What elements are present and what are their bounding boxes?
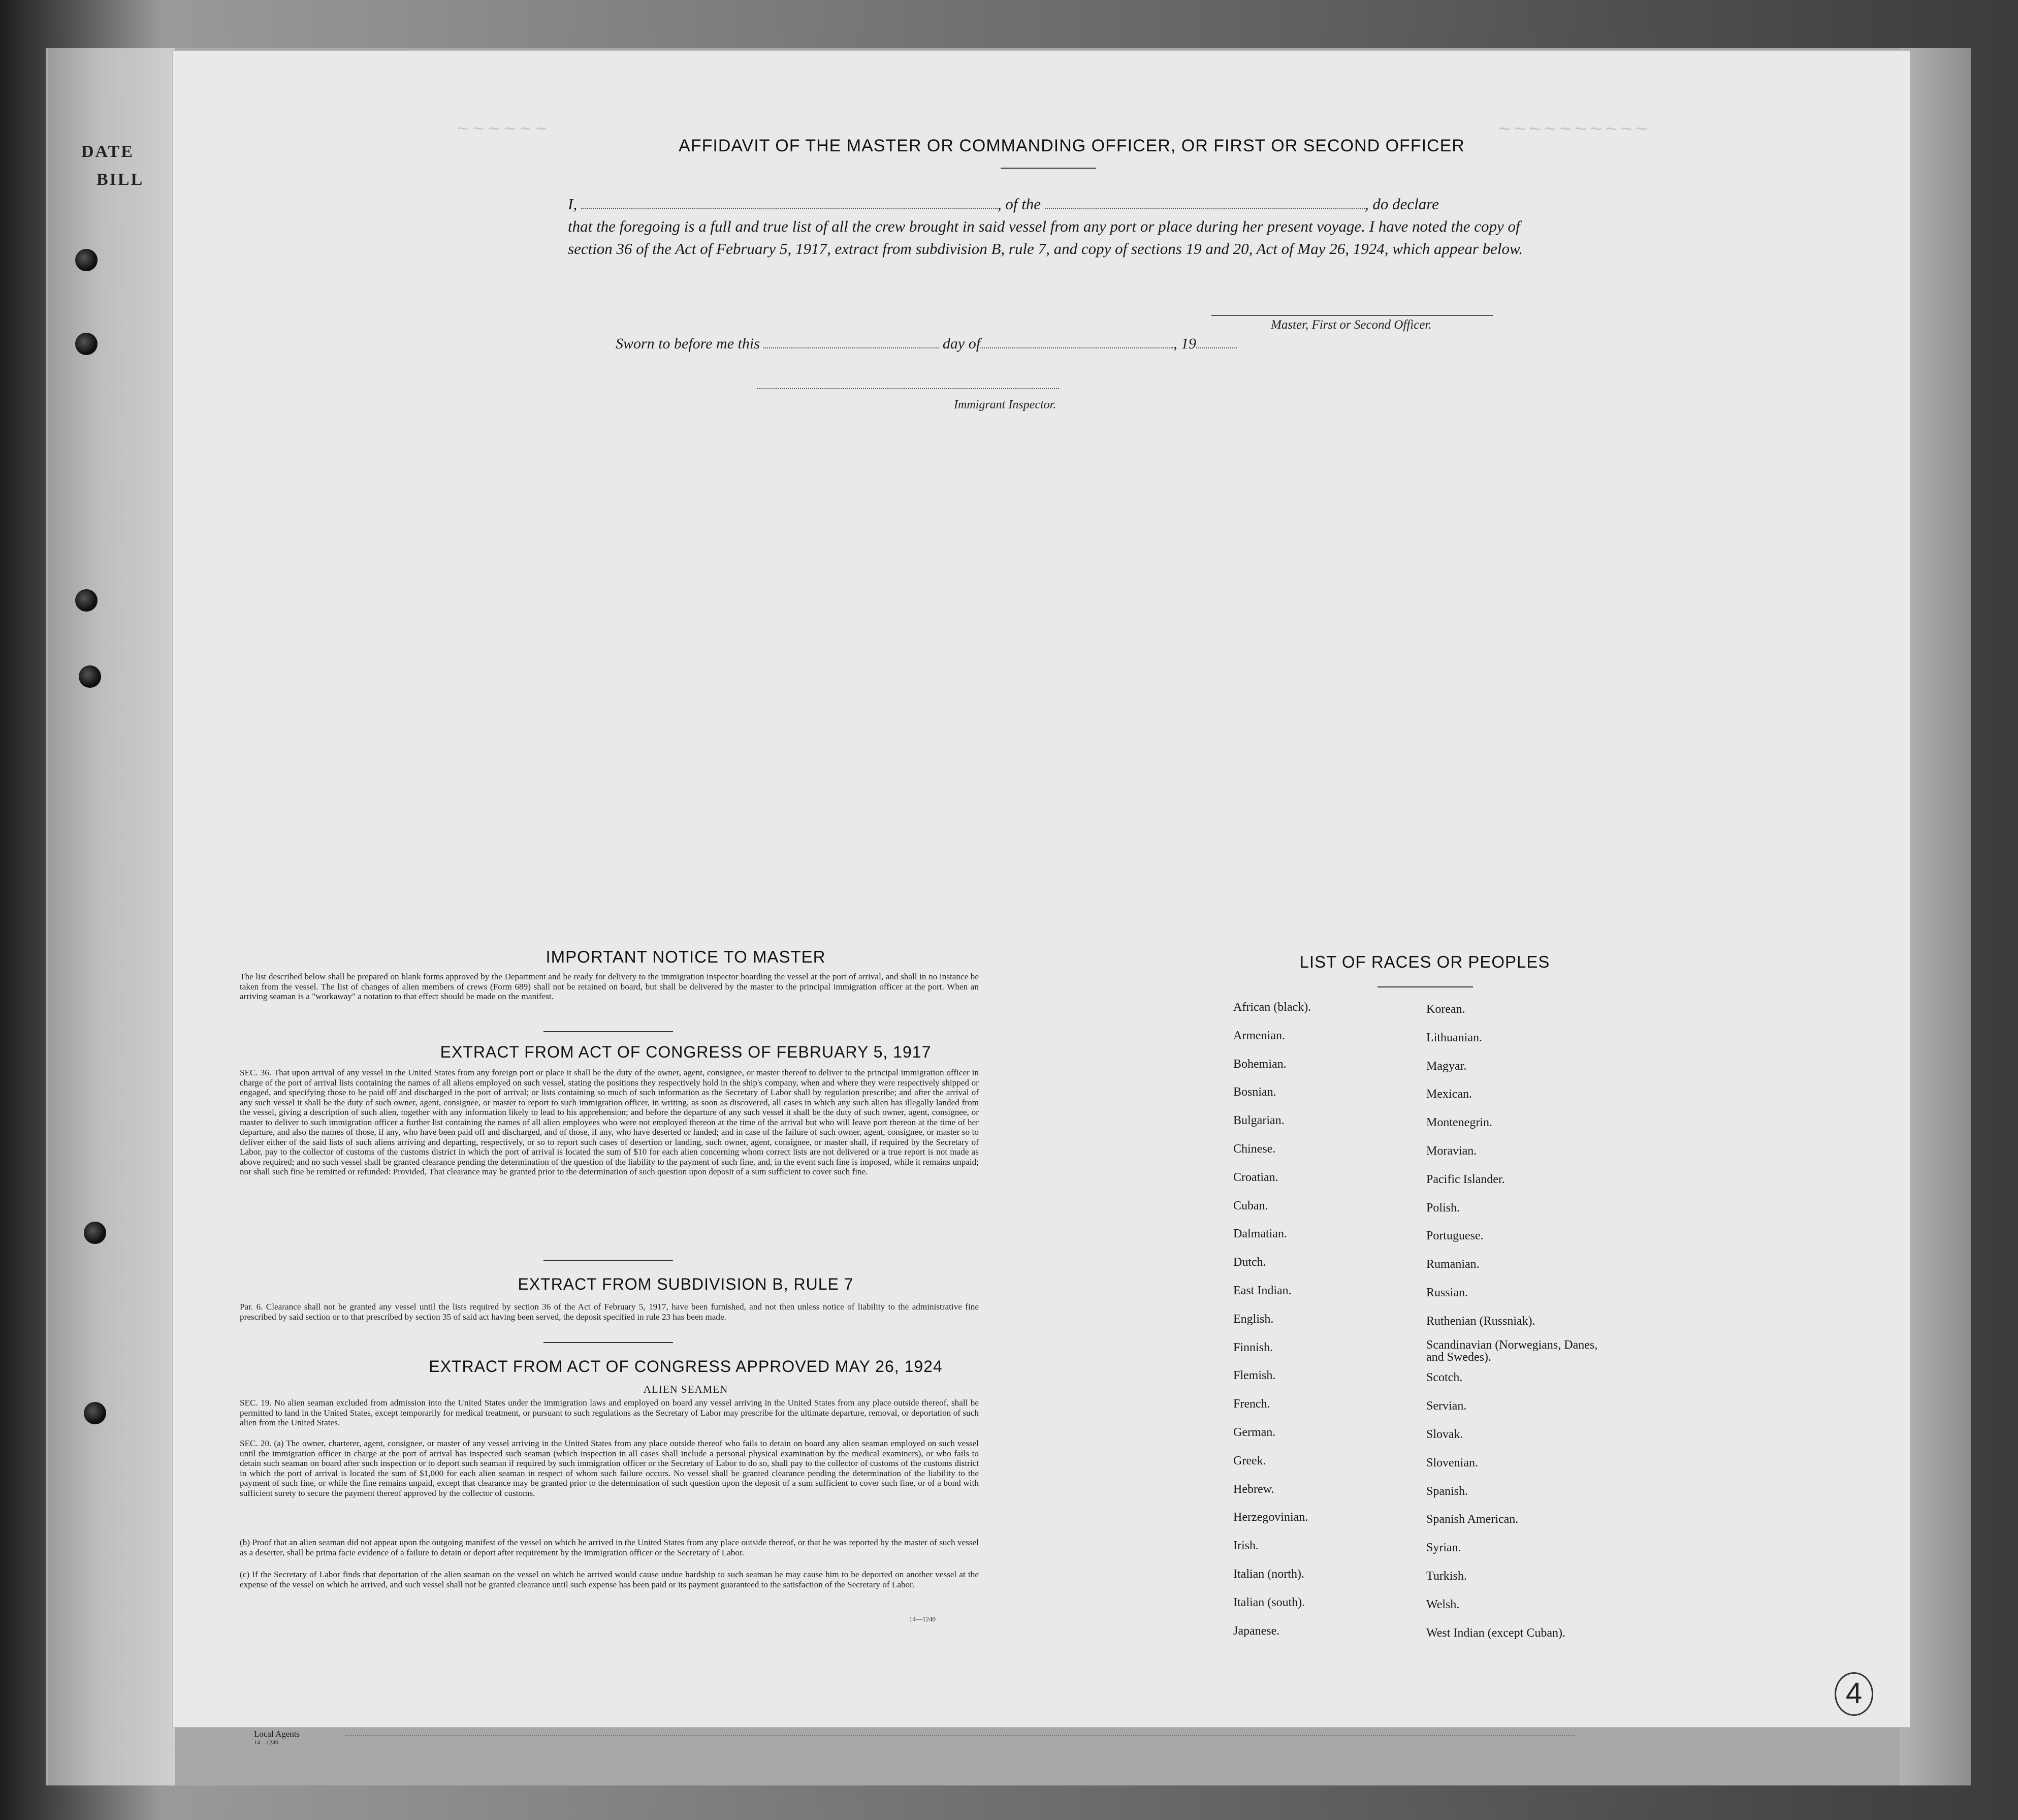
race-item: German. xyxy=(1233,1426,1276,1439)
section-rule xyxy=(543,1260,673,1261)
extract-rule7-title: EXTRACT FROM SUBDIVISION B, RULE 7 xyxy=(518,1275,854,1293)
extract-1924-sec20b: (b) Proof that an alien seaman did not appear upon the outgoing manifest of the vessel on which he arrived in the United States from any place outside thereof, or that he was reported by the master of such vessel as a deserter, shall be prima facie evidence of a failure to detain or deport after requirement by the immigration officer or the Secretary of Labor. xyxy=(240,1538,979,1557)
edge-label-bill: BILL xyxy=(97,170,144,189)
race-item: Japanese. xyxy=(1233,1624,1280,1638)
sworn-line xyxy=(616,335,1301,353)
race-item: Magyar. xyxy=(1426,1059,1467,1073)
affidavit-do-declare: , do declare xyxy=(1364,195,1439,213)
race-item: Moravian. xyxy=(1426,1144,1477,1158)
race-item: Dalmatian. xyxy=(1233,1227,1287,1241)
binder-hole-icon xyxy=(75,333,98,355)
race-item: Greek. xyxy=(1233,1454,1266,1467)
extract-1917-title: EXTRACT FROM ACT OF CONGRESS OF FEBRUARY 5, 1917 xyxy=(440,1043,932,1061)
binder-hole-icon xyxy=(79,665,101,688)
notice-title: IMPORTANT NOTICE TO MASTER xyxy=(546,947,826,966)
affidavit-body: that the foregoing is a full and true list of all the crew brought in said vessel from any port or place during her present voyage. I have noted the copy of section 36 of the Act of February 5, 1917, extract from subdivision B, rule 7, and copy of sections 19 and 20, Act of May 26, 1924, which appear below. xyxy=(568,217,1523,258)
local-agents-number: 14—1240 xyxy=(254,1739,278,1746)
race-item: Scotch. xyxy=(1426,1371,1463,1385)
binder-hole-icon xyxy=(84,1402,106,1424)
race-item: Bosnian. xyxy=(1233,1085,1276,1099)
race-item: Spanish American. xyxy=(1426,1513,1519,1526)
race-item: Lithuanian. xyxy=(1426,1031,1482,1044)
name-blank xyxy=(581,196,998,209)
race-item: Italian (north). xyxy=(1233,1568,1304,1581)
race-item: Finnish. xyxy=(1233,1340,1273,1354)
race-item: East Indian. xyxy=(1233,1284,1292,1297)
race-item: Flemish. xyxy=(1233,1369,1276,1383)
form-number: 14—1240 xyxy=(909,1615,936,1623)
affidavit-i-label: I, xyxy=(568,195,578,213)
binder-hole-icon xyxy=(84,1222,106,1244)
inspector-label: Immigrant Inspector. xyxy=(954,398,1056,411)
sworn-year-blank xyxy=(1196,336,1237,348)
race-item: Welsh. xyxy=(1426,1598,1460,1611)
extract-1924-title: EXTRACT FROM ACT OF CONGRESS APPROVED MAY 26, 1924 xyxy=(429,1357,943,1376)
vessel-blank xyxy=(1045,196,1365,209)
race-item: Servian. xyxy=(1426,1399,1467,1413)
race-item: Hebrew. xyxy=(1233,1482,1274,1496)
page-number: 4 xyxy=(1835,1672,1873,1716)
race-item: Cuban. xyxy=(1233,1199,1268,1212)
race-item: Chinese. xyxy=(1233,1142,1276,1156)
race-item: Syrian. xyxy=(1426,1541,1461,1555)
notice-text: The list described below shall be prepared on blank forms approved by the Department and be ready for delivery to the immigration inspector boarding the vessel at the port of arrival, and shall in no instance be taken from the vessel. The list of changes of alien members of crews (Form 689) shall not be retained on board, but shall be delivered by the master to the principal immigration officer at the port. When an arriving seaman is a "workaway" a notation to that effect should be made on the manifest. xyxy=(240,972,979,1001)
section-rule xyxy=(543,1031,673,1032)
bleed-through-text: ~~~~~~ xyxy=(457,119,551,141)
race-item: Dutch. xyxy=(1233,1256,1266,1269)
extract-1924-sec20c: (c) If the Secretary of Labor finds that deportation of the alien seaman on the vessel on which he arrived would cause undue hardship to such seaman he may cause him to be deported on another vessel at the expense of the vessel on which he arrived, and such vessel shall not be granted clearance until such expense has been paid or its payment guaranteed to the satisfaction of the Secretary of Labor. xyxy=(240,1570,979,1589)
extract-rule7-text: Par. 6. Clearance shall not be granted any vessel until the lists required by section 36 of the Act of February 5, 1917, have been furnished, and not then unless notice of liability to the administrative fine prescribed by said section or to that prescribed by section 35 of said act having been served, the deposit specified in rule 23 has been made. xyxy=(240,1302,979,1322)
race-item: Croatian. xyxy=(1233,1170,1278,1184)
signature-line xyxy=(1211,315,1493,316)
race-item: Turkish. xyxy=(1426,1570,1467,1583)
race-item: Irish. xyxy=(1233,1539,1259,1553)
race-item: Polish. xyxy=(1426,1201,1460,1215)
binder-hole-icon xyxy=(75,249,98,271)
race-item: Spanish. xyxy=(1426,1484,1468,1498)
race-item: Mexican. xyxy=(1426,1088,1472,1101)
bleed-through-text: ~~~~~~~~~~ xyxy=(1498,119,1651,142)
race-item: Ruthenian (Russniak). xyxy=(1426,1314,1535,1328)
race-item: Korean. xyxy=(1426,1003,1465,1016)
sworn-prefix: Sworn to before me this xyxy=(616,335,760,352)
affidavit-of-the: , of the xyxy=(997,195,1041,213)
local-agents xyxy=(254,1730,300,1746)
race-item: West Indian (except Cuban). xyxy=(1426,1626,1565,1640)
race-item: Herzegovinian. xyxy=(1233,1511,1308,1524)
races-title: LIST OF RACES OR PEOPLES xyxy=(1299,952,1550,971)
edge-label-date: DATE xyxy=(81,142,134,161)
local-agents-label: Local Agents xyxy=(254,1729,300,1739)
title-rule xyxy=(1378,986,1473,987)
sworn-day-blank xyxy=(763,336,939,348)
title-rule xyxy=(1001,168,1096,169)
affidavit-title: AFFIDAVIT OF THE MASTER OR COMMANDING OFFICER, OR FIRST OR SECOND OFFICER xyxy=(679,136,1465,155)
race-item: African (black). xyxy=(1233,1001,1311,1014)
sworn-day-of: day of xyxy=(942,335,981,352)
affidavit-text xyxy=(568,193,1533,260)
binding-strip xyxy=(48,48,175,1785)
back-sheet-right xyxy=(1900,48,1971,1785)
race-item: Bulgarian. xyxy=(1233,1114,1285,1128)
race-item: French. xyxy=(1233,1397,1270,1411)
race-item: Slovak. xyxy=(1426,1428,1463,1441)
signature-label: Master, First or Second Officer. xyxy=(1271,318,1432,332)
race-item: Italian (south). xyxy=(1233,1595,1305,1609)
race-item: Armenian. xyxy=(1233,1029,1285,1042)
sworn-year-prefix: , 19 xyxy=(1173,335,1197,352)
race-item: Scandinavian (Norwegians, Danes, and Swedes). xyxy=(1426,1338,1598,1364)
extract-1924-sec19: SEC. 19. No alien seaman excluded from admission into the United States under the immigration laws and employed on board any vessel arriving in the United States from any place outside thereof, shall be permitted to land in the United States, except temporarily for medical treatment, or pursuant to such regulations as the Secretary of Labor may prescribe for the ultimate departure, removal, or deportation of such alien from the United States. xyxy=(240,1398,979,1427)
local-agents-line xyxy=(345,1735,1575,1736)
race-item: Russian. xyxy=(1426,1286,1468,1299)
alien-seamen-subtitle: ALIEN SEAMEN xyxy=(643,1383,728,1395)
race-item: Portuguese. xyxy=(1426,1229,1484,1243)
extract-1917-text: SEC. 36. That upon arrival of any vessel in the United States from any foreign port or place it shall be the duty of the owner, agent, consignee, or master thereof to deliver to the principal immigration officer in charge of the port of arrival lists containing the names of all aliens employed on such vessel, stating the positions they respectively hold in the ship's company, when and where they were respectively shipped or engaged, and specifying those to be paid off and discharged in the port of arrival; or lists containing so much of such information as the Secretary of Labor shall by regulation prescribe; and after the arrival of any such vessel it shall be the duty of such owner, agent, consignee, or master to report to such immigration officer, in writing, as soon as discovered, all cases in which any such alien has illegally landed from the vessel, giving a description of such alien, together with any information likely to lead to his apprehension; and before the departure of any such vessel it shall be the duty of such owner, agent, consignee, or master to deliver to such immigration officer a further list containing the names of all alien employees who were not employed thereon at the time of the arrival but who will leave port thereon at the time of her departure, and also the names of those, if any, who have been paid off and discharged, and of those, if any, who have deserted or landed; and in case of the failure of such owner, agent, consignee, or master so to deliver either of the said lists of such aliens arriving and departing, respectively, or so to report such cases of desertion or landing, such owner, agent, consignee, or master shall, if required by the Secretary of Labor, pay to the collector of customs of the customs district in which the port of arrival is located the sum of $10 for each alien concerning whom correct lists are not delivered or a true report is not made as above required; and no such vessel shall be granted clearance pending the determination of the question of the liability to the payment of such fine, and, in the event such fine is imposed, while it remains unpaid; nor shall such fine be remitted or refunded: Provided, That clearance may be granted prior to the determination of such question upon deposit of a sum sufficient to cover such fine. xyxy=(240,1068,979,1176)
race-item: Montenegrin. xyxy=(1426,1116,1492,1130)
race-item: Pacific Islander. xyxy=(1426,1172,1505,1186)
race-item: Rumanian. xyxy=(1426,1258,1480,1271)
race-item: Slovenian. xyxy=(1426,1456,1478,1470)
binder-hole-icon xyxy=(75,589,98,612)
race-item: Bohemian. xyxy=(1233,1057,1287,1071)
race-item: English. xyxy=(1233,1312,1274,1326)
extract-1924-sec20a: SEC. 20. (a) The owner, charterer, agent, consignee, or master of any vessel arriving in the United States from any place outside thereof who fails to detain on board any alien seaman employed on such vessel until the immigration officer in charge at the port of arrival has inspected such seaman (which inspection in all cases shall include a personal physical examination by the medical examiners), or who fails to detain such seaman on board after such inspection or to deport such seaman if required by such immigration officer or the Secretary of Labor to do so, shall pay to the collector of customs of the customs district in which the port of arrival is located the sum of $1,000 for each alien seaman in respect of whom such failure occurs. No vessel shall be granted clearance pending the determination of the liability to the payment of such fine, or while the fine remains unpaid, except that clearance may be granted prior to the determination of such question upon the deposit of a sum sufficient to cover such fine, or of a bond with sufficient surety to secure the payment thereof approved by the collector of customs. xyxy=(240,1439,979,1498)
inspector-line xyxy=(757,387,1059,389)
sworn-month-blank xyxy=(980,336,1173,348)
section-rule xyxy=(543,1342,673,1343)
